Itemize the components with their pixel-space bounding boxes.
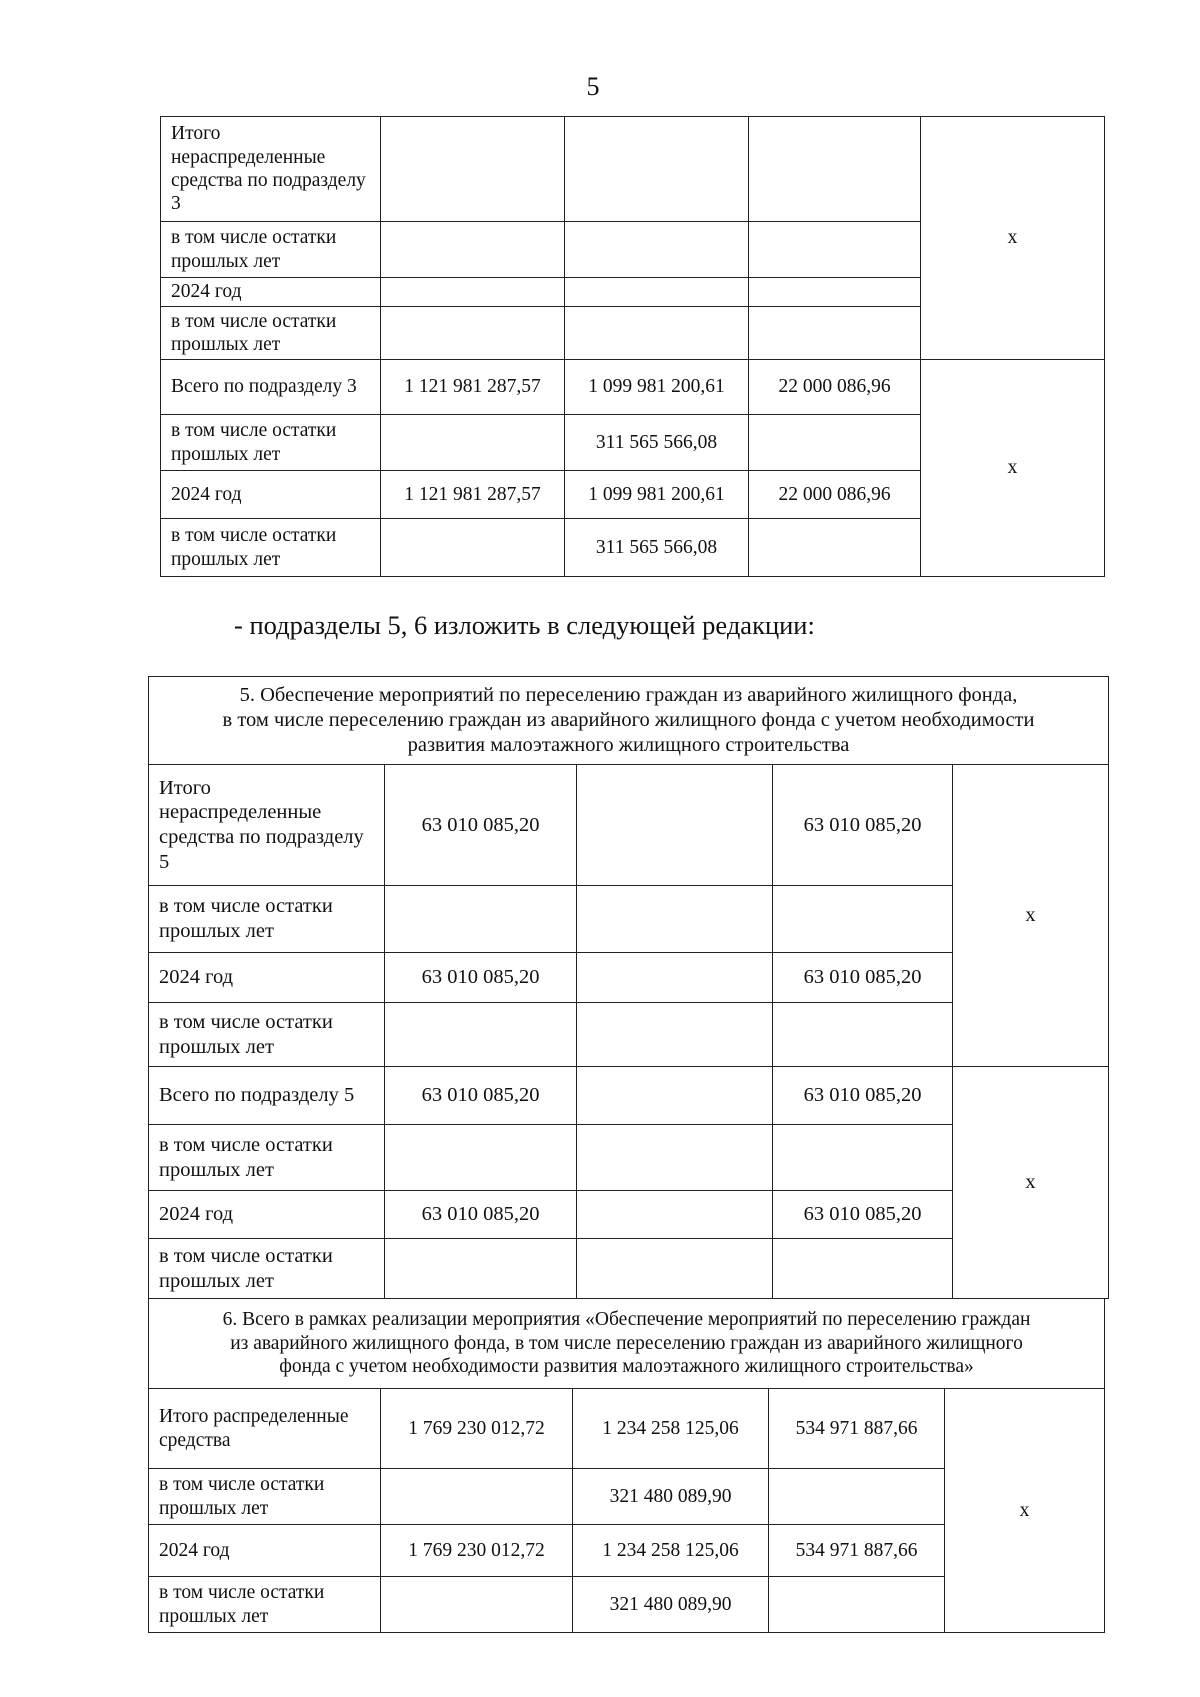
cell-value: 311 565 566,08 xyxy=(565,415,749,471)
cell-value: 63 010 085,20 xyxy=(385,1067,577,1125)
row-label: в том числе остатки прошлых лет xyxy=(161,307,381,360)
section-heading-row xyxy=(149,1299,1105,1389)
cell-value xyxy=(385,1125,577,1191)
table-row xyxy=(149,1067,1109,1125)
cell-value xyxy=(381,278,565,307)
cell-value: 1 121 981 287,57 xyxy=(381,471,565,519)
cell-value xyxy=(381,117,565,222)
cell-value xyxy=(769,1469,945,1525)
amendment-note: - подразделы 5, 6 изложить в следующей редакции: xyxy=(234,610,815,640)
cell-value: 63 010 085,20 xyxy=(385,1191,577,1239)
row-label: 2024 год xyxy=(149,1191,385,1239)
cell-value: 63 010 085,20 xyxy=(773,765,953,886)
cell-value xyxy=(577,1003,773,1067)
table-row xyxy=(149,1389,1105,1469)
heading-line: 6. Всего в рамках реализации мероприятия «Обеспечение мероприятий по переселению граждан xyxy=(222,1308,1031,1330)
row-label: в том числе остатки прошлых лет xyxy=(161,222,381,278)
cell-value xyxy=(773,1125,953,1191)
x-mark: x xyxy=(921,360,1105,577)
cell-value xyxy=(565,307,749,360)
cell-value xyxy=(577,1239,773,1299)
section-6-heading xyxy=(149,1299,1105,1389)
cell-value xyxy=(565,117,749,222)
row-label: в том числе остатки прошлых лет xyxy=(161,519,381,577)
heading-line: фонда с учетом необходимости развития малоэтажного жилищного строительства» xyxy=(279,1356,974,1378)
row-label: 2024 год xyxy=(161,471,381,519)
heading-line: 5. Обеспечение мероприятий по переселению граждан из аварийного жилищного фонда, xyxy=(239,684,1018,706)
cell-value xyxy=(381,222,565,278)
cell-value: 1 234 258 125,06 xyxy=(573,1525,769,1577)
cell-value: 311 565 566,08 xyxy=(565,519,749,577)
cell-value: 321 480 089,90 xyxy=(573,1469,769,1525)
x-mark: x xyxy=(953,765,1109,1067)
cell-value xyxy=(773,1239,953,1299)
table-row xyxy=(161,360,1105,415)
cell-value: 63 010 085,20 xyxy=(385,953,577,1003)
cell-value xyxy=(385,1003,577,1067)
cell-value xyxy=(385,1239,577,1299)
cell-value xyxy=(769,1577,945,1633)
cell-value: 534 971 887,66 xyxy=(769,1389,945,1469)
row-label: Всего по подразделу 3 xyxy=(161,360,381,415)
row-label: в том числе остатки прошлых лет xyxy=(149,1469,381,1525)
row-label: 2024 год xyxy=(149,953,385,1003)
cell-value xyxy=(749,307,921,360)
cell-value: 1 769 230 012,72 xyxy=(381,1389,573,1469)
cell-value: 22 000 086,96 xyxy=(749,471,921,519)
x-mark: x xyxy=(921,117,1105,360)
cell-value xyxy=(381,415,565,471)
cell-value: 22 000 086,96 xyxy=(749,360,921,415)
cell-value: 1 234 258 125,06 xyxy=(573,1389,769,1469)
cell-value xyxy=(577,1067,773,1125)
heading-line: в том числе переселению граждан из аварийного жилищного фонда с учетом необходимости xyxy=(222,709,1035,731)
cell-value xyxy=(381,1577,573,1633)
cell-value: 63 010 085,20 xyxy=(385,765,577,886)
table-row xyxy=(161,117,1105,222)
heading-line: из аварийного жилищного фонда, в том числе переселению граждан из аварийного жилищного xyxy=(230,1332,1023,1354)
page-number: 5 xyxy=(586,72,600,101)
cell-value: 534 971 887,66 xyxy=(769,1525,945,1577)
row-label: в том числе остатки прошлых лет xyxy=(149,1239,385,1299)
cell-value xyxy=(381,519,565,577)
cell-value xyxy=(749,222,921,278)
row-label: 2024 год xyxy=(149,1525,381,1577)
cell-value xyxy=(577,1125,773,1191)
cell-value xyxy=(577,765,773,886)
section-5-heading xyxy=(149,677,1109,765)
section-heading-row xyxy=(149,677,1109,765)
cell-value: 321 480 089,90 xyxy=(573,1577,769,1633)
subsection-5-table xyxy=(148,676,1109,1299)
row-label: Итого распределенные средства xyxy=(149,1389,381,1469)
cell-value xyxy=(773,886,953,953)
row-label: Итого нераспределенные средства по подразделу 5 xyxy=(149,765,385,886)
x-mark: x xyxy=(953,1067,1109,1299)
cell-value xyxy=(565,278,749,307)
cell-value: 63 010 085,20 xyxy=(773,1191,953,1239)
cell-value: 1 099 981 200,61 xyxy=(565,360,749,415)
cell-value xyxy=(565,222,749,278)
cell-value: 1 099 981 200,61 xyxy=(565,471,749,519)
table-row xyxy=(149,765,1109,886)
row-label: в том числе остатки прошлых лет xyxy=(149,886,385,953)
subsection-3-table xyxy=(160,116,1105,577)
cell-value xyxy=(749,519,921,577)
cell-value xyxy=(577,1191,773,1239)
row-label: в том числе остатки прошлых лет xyxy=(149,1577,381,1633)
cell-value xyxy=(749,278,921,307)
cell-value xyxy=(381,1469,573,1525)
cell-value: 1 121 981 287,57 xyxy=(381,360,565,415)
cell-value xyxy=(749,415,921,471)
cell-value: 63 010 085,20 xyxy=(773,953,953,1003)
cell-value xyxy=(385,886,577,953)
row-label: 2024 год xyxy=(161,278,381,307)
cell-value: 1 769 230 012,72 xyxy=(381,1525,573,1577)
cell-value xyxy=(577,953,773,1003)
cell-value: 63 010 085,20 xyxy=(773,1067,953,1125)
subsection-6-table xyxy=(148,1298,1105,1633)
heading-line: развития малоэтажного жилищного строительства xyxy=(407,734,850,756)
cell-value xyxy=(749,117,921,222)
x-mark: x xyxy=(945,1389,1105,1633)
row-label: в том числе остатки прошлых лет xyxy=(161,415,381,471)
row-label: Итого нераспределенные средства по подразделу 3 xyxy=(161,117,381,222)
cell-value xyxy=(577,886,773,953)
row-label: в том числе остатки прошлых лет xyxy=(149,1125,385,1191)
cell-value xyxy=(381,307,565,360)
row-label: Всего по подразделу 5 xyxy=(149,1067,385,1125)
cell-value xyxy=(773,1003,953,1067)
row-label: в том числе остатки прошлых лет xyxy=(149,1003,385,1067)
